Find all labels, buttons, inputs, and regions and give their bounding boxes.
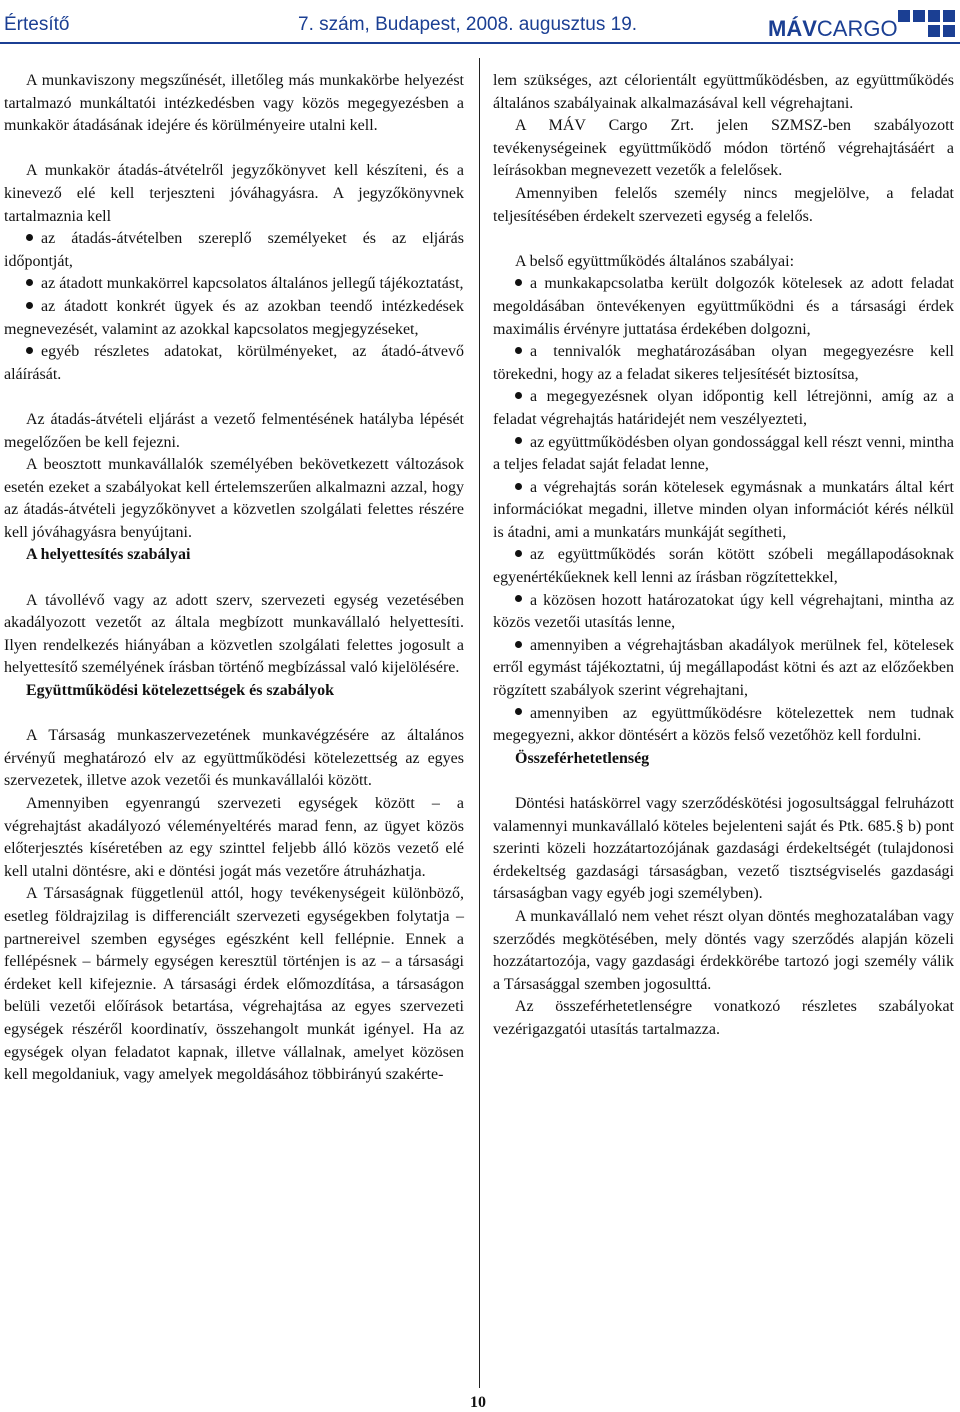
bullet-icon <box>515 392 522 399</box>
bullet-item: a közösen hozott határozatokat úgy kell végrehajtani, mintha az közös vezetői utasítás lenne, <box>493 591 954 632</box>
bullet-item: az együttműködés során kötött szóbeli megállapodásoknak egyenértékűeknek kell lenni az írásban rögzítettekkel, <box>493 546 954 587</box>
bullet-icon <box>26 234 33 241</box>
bullet-item: az átadás-átvételben szereplő személyeket és az eljárás időpontját, <box>4 230 464 270</box>
paragraph: A Társaság munkaszervezetének munkavégzésére az általános érvényű meghatározó elv az együttműködési kötelezettség az egyes szervezetek, illetve azok vezetői és munkavállalói között. <box>4 727 464 790</box>
bullet-item: amennyiben az együttműködésre kötelezettek nem tudnak megegyezni, akkor döntésért a közös felső vezetőhöz kell fordulni. <box>493 704 954 745</box>
header-divider <box>0 42 960 44</box>
section-heading: A helyettesítés szabályai <box>26 546 191 564</box>
bullet-icon <box>515 595 522 602</box>
bullet-icon <box>26 302 33 309</box>
left-column <box>4 70 464 1087</box>
section-heading: Összeférhetetlenség <box>515 749 650 767</box>
paragraph: A munkavállaló nem vehet részt olyan döntés meghozatalában vagy szerződés megkötésében, mely döntés vagy szerződés alapján közeli hozzátartozója, vagy gazdasági érdekkörébe tartozó jogi személy válik a Társasággal szemben jogosulttá. <box>493 907 954 993</box>
mav-cargo-logo <box>768 10 958 40</box>
bullet-item: a megegyezésnek olyan időpontig kell létrejönni, amíg az a feladat végrehajtás határidejét nem veszélyezteti, <box>493 388 954 428</box>
logo-mav-text: MÁV <box>768 16 817 41</box>
page-number: 10 <box>470 1394 486 1411</box>
paragraph: A MÁV Cargo Zrt. jelen SZMSZ-ben szabályozott tevékenységeinek együttműködő módon történő végrehajtásáért a leírásokban megnevezett vezetők a felelősek. <box>493 117 954 180</box>
bullet-item: az átadott munkakörrel kapcsolatos általános jellegű tájékoztatást, <box>4 273 464 296</box>
bullet-icon <box>26 347 33 354</box>
publication-title: Értesítő <box>4 14 70 35</box>
bullet-item: a tennivalók meghatározásában olyan megegyezésre kell törekedni, hogy az a feladat sikeres teljesítését biztosítsa, <box>493 343 954 383</box>
bullet-item: egyéb részletes adatokat, körülményeket, az átadó-átvevő aláírását. <box>4 343 464 383</box>
paragraph: Amennyiben felelős személy nincs megjelölve, a feladat teljesítésében érdekelt szervezeti egység a felelős. <box>493 184 954 225</box>
paragraph: A munkaviszony megszűnését, illetőleg más munkakörbe helyezést tartalmazó munkáltatói intézkedésben vagy közös megegyezésben a munkakör átadásának idejére és körülményeire utalni kell. <box>4 72 464 135</box>
right-column <box>493 70 954 1042</box>
bullet-item: amennyiben a végrehajtásban akadályok merülnek fel, kötelesek erről egymást tájékoztatni, új megállapodást kötni és azt az előzőekben rögzített szabályok szerint végrehajtani, <box>493 636 954 700</box>
bullet-icon <box>515 550 522 557</box>
bullet-icon <box>515 483 522 490</box>
paragraph: A távollévő vagy az adott szerv, szervezeti egység vezetésében akadályozott vezetőt az általa megbízott munkavállaló helyettesíti. Ilyen rendelkezés hiányában a közvetlen szolgálati felettes jogosult a helyettesítő személyének írásban történő megbízással való kijelölésére. <box>4 591 464 677</box>
bullet-icon <box>515 437 522 444</box>
paragraph: Amennyiben egyenrangú szervezeti egységek között – a végrehajtást akadályozó véleményeltérés marad fenn, az ügyet közös előterjesztés kíséretében az egy szinttel feljebb álló közös vezető elé kell utalni döntésre, aki e döntési jogát más vezetőre átruházhatja. <box>4 795 464 880</box>
bullet-icon <box>515 708 522 715</box>
paragraph: A beosztott munkavállalók személyében bekövetkezett változások esetén ezeket a szabályokat kell értelemszerűen alkalmazni azzal, hogy az átadás-átvételi jegyzőkönyvet a közvetlen szolgálati felettes részére kell jóváhagyásra benyújtani. <box>4 456 464 541</box>
paragraph: Döntési hatáskörrel vagy szerződéskötési jogosultsággal felruházott valamennyi munkavállaló köteles bejelenteni saját és Ptk. 685.§ b) pont szerinti közeli hozzátartozójának gazdasági érdekeltségét (tulajdonosi érdekeltség gazdasági társaságban, vezető tisztségviselés gazdasági társaságban vagy egyéb jogi személyben). <box>493 795 954 903</box>
paragraph: A belső együttműködés általános szabályai: <box>515 252 795 270</box>
paragraph: A munkakör átadás-átvételről jegyzőkönyvet kell készíteni, és a kinevező elé kell terjeszteni jóváhagyásra. A jegyzőkönyvnek tartalmaznia kell <box>4 162 464 225</box>
bullet-icon <box>26 279 33 286</box>
column-divider <box>479 58 480 1388</box>
bullet-item: a végrehajtás során kötelesek egymásnak a munkatárs által kért információkat megadni, illetve minden olyan információt kérés nélkül is átadni, ami a munkatárs munkáját segítheti, <box>493 478 954 541</box>
bullet-item: az együttműködésben olyan gondossággal kell részt venni, mintha a teljes feladat saját feladat lenne, <box>493 433 954 474</box>
issue-info: 7. szám, Budapest, 2008. augusztus 19. <box>298 14 638 35</box>
logo-cargo-text: CARGO <box>816 16 898 41</box>
paragraph: lem szükséges, azt célorientált együttműködésben, az együttműködés általános szabályainak alkalmazásával kell végrehajtani. <box>493 72 954 112</box>
section-heading: Együttműködési kötelezettségek és szabályok <box>26 682 334 700</box>
bullet-item: az átadott konkrét ügyek és az azokban teendő intézkedések megnevezését, valamint az azokkal kapcsolatos megjegyzéseket, <box>4 297 464 338</box>
paragraph: A Társaságnak függetlenül attól, hogy tevékenységeit különböző, esetleg földrajzilag is differenciált szervezeti egységekben folytatja – partnereivel szemben egységes egészként kell fellépnie. Ennek a fellépésnek – bármely egységen keresztül történjen is az – a társasági érdeket kell kifejeznie. A társasági érdek előmozdítása, a társaságon belüli vezetői előírások betartása, végrehajtása az egyes szervezeti egységek részéről koordinatív, összehangolt munkát igényel. Ha az egységek olyan feladatot kapnak, illetve vállalnak, amelyet közösen kell megoldaniuk, vagy amelyek megoldásához többirányú szakérte- <box>4 885 464 1084</box>
paragraph: Az összeférhetetlenségre vonatkozó részletes szabályokat vezérigazgatói utasítás tartalmazza. <box>493 998 954 1038</box>
bullet-icon <box>515 641 522 648</box>
page-header <box>0 0 960 44</box>
bullet-icon <box>515 347 522 354</box>
paragraph: Az átadás-átvételi eljárást a vezető felmentésének hatályba lépését megelőzően be kell fejezni. <box>4 410 464 451</box>
bullet-item: a munkakapcsolatba került dolgozók kötelesek az adott feladat megoldásában öntevékenyen együttműködni és a társasági érdek maximális érvényre juttatása érdekében dolgozni, <box>493 275 954 338</box>
bullet-icon <box>515 279 522 286</box>
